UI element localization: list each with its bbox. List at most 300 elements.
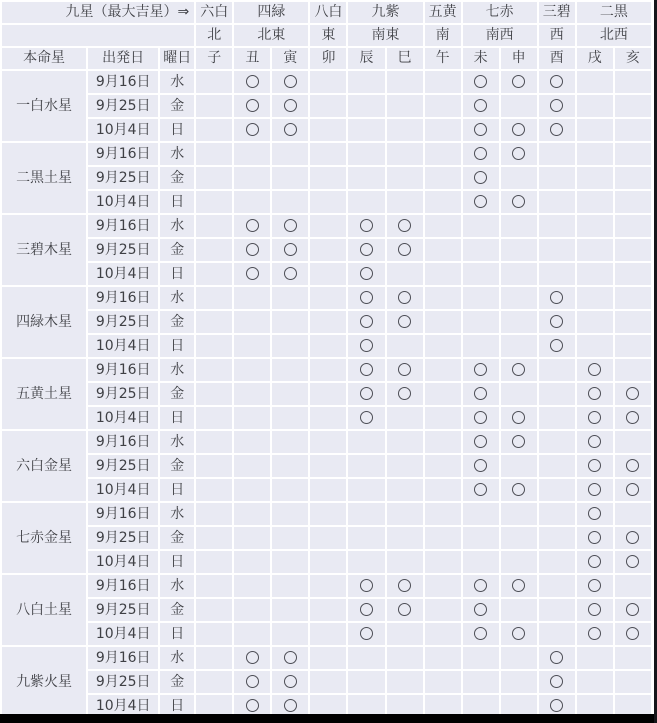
table-row	[2, 647, 651, 669]
zodiac-header: 卯	[310, 48, 346, 69]
mark-cell	[501, 503, 537, 525]
star-header: 五黄	[425, 2, 461, 23]
table-row	[2, 311, 651, 333]
mark-cell	[272, 143, 308, 165]
mark-cell	[310, 383, 346, 405]
table-row	[2, 359, 651, 381]
mark-cell	[234, 431, 270, 453]
zodiac-header: 未	[463, 48, 499, 69]
mark-cell	[615, 191, 651, 213]
mark-cell	[348, 167, 384, 189]
mark-cell	[615, 287, 651, 309]
mark-cell	[272, 287, 308, 309]
mark-cell	[196, 263, 232, 285]
mark-cell	[387, 119, 423, 141]
mark-cell	[310, 479, 346, 501]
mark-cell	[463, 95, 499, 117]
weekday-cell: 日	[160, 119, 194, 141]
mark-cell	[463, 239, 499, 261]
mark-cell	[310, 431, 346, 453]
circle-mark-icon	[626, 483, 639, 496]
mark-cell	[463, 527, 499, 549]
mark-cell	[615, 359, 651, 381]
mark-cell	[539, 575, 575, 597]
mark-cell	[615, 623, 651, 645]
circle-mark-icon	[284, 699, 297, 712]
date-cell: 9月25日	[88, 383, 158, 405]
zodiac-header: 辰	[348, 48, 384, 69]
mark-cell	[539, 455, 575, 477]
mark-cell	[272, 527, 308, 549]
weekday-cell: 水	[160, 287, 194, 309]
date-cell: 10月4日	[88, 263, 158, 285]
mark-cell	[539, 287, 575, 309]
circle-mark-icon	[588, 363, 601, 376]
circle-mark-icon	[284, 675, 297, 688]
mark-cell	[577, 671, 613, 693]
zodiac-header: 午	[425, 48, 461, 69]
mark-cell	[463, 599, 499, 621]
table-row	[2, 575, 651, 597]
mark-cell	[272, 71, 308, 93]
mark-cell	[577, 167, 613, 189]
mark-cell	[272, 431, 308, 453]
mark-cell	[425, 143, 461, 165]
table-row	[2, 383, 651, 405]
mark-cell	[577, 335, 613, 357]
circle-mark-icon	[512, 483, 525, 496]
mark-cell	[348, 407, 384, 429]
star-header: 二黒	[577, 2, 651, 23]
mark-cell	[425, 239, 461, 261]
mark-cell	[615, 335, 651, 357]
table-row	[2, 95, 651, 117]
mark-cell	[615, 455, 651, 477]
mark-cell	[577, 407, 613, 429]
mark-cell	[463, 215, 499, 237]
mark-cell	[234, 455, 270, 477]
mark-cell	[463, 551, 499, 573]
header-row-zodiac	[2, 48, 651, 69]
mark-cell	[234, 287, 270, 309]
mark-cell	[577, 287, 613, 309]
mark-cell	[425, 503, 461, 525]
star-cell: 一白水星	[2, 71, 86, 141]
mark-cell	[196, 551, 232, 573]
direction-header: 南東	[348, 25, 422, 46]
direction-header: 北	[196, 25, 232, 46]
mark-cell	[577, 215, 613, 237]
mark-cell	[196, 431, 232, 453]
mark-cell	[387, 575, 423, 597]
mark-cell	[425, 383, 461, 405]
mark-cell	[196, 143, 232, 165]
mark-cell	[196, 119, 232, 141]
date-cell: 10月4日	[88, 551, 158, 573]
weekday-cell: 水	[160, 503, 194, 525]
mark-cell	[272, 503, 308, 525]
circle-mark-icon	[474, 459, 487, 472]
mark-cell	[425, 287, 461, 309]
mark-cell	[272, 239, 308, 261]
mark-cell	[387, 455, 423, 477]
mark-cell	[272, 95, 308, 117]
mark-cell	[539, 647, 575, 669]
mark-cell	[577, 71, 613, 93]
mark-cell	[348, 431, 384, 453]
mark-cell	[539, 167, 575, 189]
circle-mark-icon	[284, 651, 297, 664]
mark-cell	[272, 575, 308, 597]
mark-cell	[234, 575, 270, 597]
circle-mark-icon	[588, 555, 601, 568]
circle-mark-icon	[360, 267, 373, 280]
mark-cell	[310, 215, 346, 237]
weekday-cell: 日	[160, 191, 194, 213]
circle-mark-icon	[588, 435, 601, 448]
mark-cell	[310, 407, 346, 429]
mark-cell	[387, 215, 423, 237]
mark-cell	[615, 407, 651, 429]
mark-cell	[615, 95, 651, 117]
mark-cell	[196, 71, 232, 93]
mark-cell	[539, 599, 575, 621]
circle-mark-icon	[360, 603, 373, 616]
circle-mark-icon	[626, 603, 639, 616]
mark-cell	[234, 143, 270, 165]
weekday-cell: 水	[160, 143, 194, 165]
mark-cell	[196, 95, 232, 117]
mark-cell	[196, 407, 232, 429]
circle-mark-icon	[246, 123, 259, 136]
date-cell: 9月16日	[88, 431, 158, 453]
mark-cell	[234, 215, 270, 237]
empty-header-cell	[2, 25, 194, 46]
mark-cell	[348, 359, 384, 381]
mark-cell	[577, 359, 613, 381]
table-body	[2, 71, 651, 717]
mark-cell	[272, 311, 308, 333]
circle-mark-icon	[246, 75, 259, 88]
circle-mark-icon	[474, 75, 487, 88]
mark-cell	[348, 383, 384, 405]
mark-cell	[539, 71, 575, 93]
mark-cell	[234, 191, 270, 213]
mark-cell	[310, 167, 346, 189]
mark-cell	[501, 455, 537, 477]
mark-cell	[425, 167, 461, 189]
date-cell: 9月16日	[88, 647, 158, 669]
date-cell: 9月25日	[88, 671, 158, 693]
circle-mark-icon	[360, 363, 373, 376]
mark-cell	[234, 647, 270, 669]
circle-mark-icon	[512, 435, 525, 448]
date-cell: 10月4日	[88, 407, 158, 429]
mark-cell	[348, 95, 384, 117]
circle-mark-icon	[246, 99, 259, 112]
column-header-day: 曜日	[160, 48, 194, 69]
mark-cell	[425, 527, 461, 549]
mark-cell	[501, 551, 537, 573]
mark-cell	[348, 575, 384, 597]
circle-mark-icon	[360, 219, 373, 232]
mark-cell	[463, 119, 499, 141]
mark-cell	[501, 119, 537, 141]
table-row	[2, 527, 651, 549]
mark-cell	[196, 239, 232, 261]
mark-cell	[196, 575, 232, 597]
weekday-cell: 水	[160, 575, 194, 597]
date-cell: 10月4日	[88, 695, 158, 717]
circle-mark-icon	[588, 483, 601, 496]
mark-cell	[310, 95, 346, 117]
mark-cell	[615, 599, 651, 621]
mark-cell	[463, 71, 499, 93]
mark-cell	[272, 455, 308, 477]
mark-cell	[234, 479, 270, 501]
circle-mark-icon	[360, 339, 373, 352]
circle-mark-icon	[512, 75, 525, 88]
direction-header: 西	[539, 25, 575, 46]
weekday-cell: 金	[160, 167, 194, 189]
circle-mark-icon	[398, 243, 411, 256]
mark-cell	[615, 431, 651, 453]
mark-cell	[272, 671, 308, 693]
zodiac-header: 申	[501, 48, 537, 69]
mark-cell	[615, 215, 651, 237]
mark-cell	[387, 599, 423, 621]
star-cell: 八白土星	[2, 575, 86, 645]
circle-mark-icon	[550, 699, 563, 712]
mark-cell	[539, 119, 575, 141]
mark-cell	[425, 119, 461, 141]
mark-cell	[348, 215, 384, 237]
mark-cell	[539, 551, 575, 573]
mark-cell	[310, 503, 346, 525]
mark-cell	[425, 647, 461, 669]
mark-cell	[539, 359, 575, 381]
circle-mark-icon	[474, 195, 487, 208]
table-row	[2, 407, 651, 429]
mark-cell	[196, 599, 232, 621]
mark-cell	[310, 287, 346, 309]
mark-cell	[234, 311, 270, 333]
mark-cell	[463, 263, 499, 285]
mark-cell	[387, 647, 423, 669]
star-header: 九紫	[348, 2, 422, 23]
mark-cell	[577, 239, 613, 261]
mark-cell	[577, 551, 613, 573]
table-row	[2, 239, 651, 261]
circle-mark-icon	[284, 99, 297, 112]
mark-cell	[539, 335, 575, 357]
direction-header: 北西	[577, 25, 651, 46]
direction-header: 北東	[234, 25, 308, 46]
mark-cell	[501, 167, 537, 189]
circle-mark-icon	[474, 171, 487, 184]
weekday-cell: 水	[160, 647, 194, 669]
mark-cell	[196, 215, 232, 237]
weekday-cell: 日	[160, 335, 194, 357]
circle-mark-icon	[398, 219, 411, 232]
circle-mark-icon	[360, 627, 373, 640]
weekday-cell: 金	[160, 95, 194, 117]
mark-cell	[577, 647, 613, 669]
mark-cell	[234, 263, 270, 285]
mark-cell	[387, 623, 423, 645]
mark-cell	[539, 215, 575, 237]
circle-mark-icon	[626, 627, 639, 640]
mark-cell	[234, 71, 270, 93]
mark-cell	[425, 359, 461, 381]
date-cell: 10月4日	[88, 119, 158, 141]
mark-cell	[234, 167, 270, 189]
mark-cell	[577, 143, 613, 165]
circle-mark-icon	[360, 411, 373, 424]
mark-cell	[387, 407, 423, 429]
circle-mark-icon	[398, 387, 411, 400]
circle-mark-icon	[398, 603, 411, 616]
table-row	[2, 551, 651, 573]
mark-cell	[310, 671, 346, 693]
circle-mark-icon	[474, 387, 487, 400]
mark-cell	[234, 119, 270, 141]
mark-cell	[463, 671, 499, 693]
mark-cell	[425, 575, 461, 597]
mark-cell	[272, 215, 308, 237]
mark-cell	[196, 647, 232, 669]
bottom-black-bar	[0, 714, 657, 723]
mark-cell	[501, 407, 537, 429]
circle-mark-icon	[588, 603, 601, 616]
mark-cell	[615, 311, 651, 333]
mark-cell	[501, 215, 537, 237]
table-row	[2, 143, 651, 165]
table-row	[2, 479, 651, 501]
mark-cell	[272, 407, 308, 429]
mark-cell	[234, 95, 270, 117]
mark-cell	[501, 671, 537, 693]
mark-cell	[234, 383, 270, 405]
mark-cell	[387, 527, 423, 549]
mark-cell	[539, 671, 575, 693]
mark-cell	[234, 239, 270, 261]
circle-mark-icon	[474, 483, 487, 496]
circle-mark-icon	[512, 627, 525, 640]
mark-cell	[196, 167, 232, 189]
mark-cell	[539, 383, 575, 405]
mark-cell	[425, 671, 461, 693]
header-row-directions	[2, 25, 651, 46]
mark-cell	[348, 263, 384, 285]
date-cell: 10月4日	[88, 479, 158, 501]
mark-cell	[387, 95, 423, 117]
mark-cell	[577, 119, 613, 141]
mark-cell	[463, 479, 499, 501]
mark-cell	[501, 239, 537, 261]
mark-cell	[196, 671, 232, 693]
header-row-stars	[2, 2, 651, 23]
circle-mark-icon	[588, 579, 601, 592]
circle-mark-icon	[550, 291, 563, 304]
circle-mark-icon	[474, 363, 487, 376]
mark-cell	[387, 191, 423, 213]
circle-mark-icon	[512, 123, 525, 136]
table-row	[2, 191, 651, 213]
mark-cell	[539, 239, 575, 261]
mark-cell	[539, 143, 575, 165]
circle-mark-icon	[512, 411, 525, 424]
mark-cell	[501, 287, 537, 309]
mark-cell	[539, 191, 575, 213]
mark-cell	[310, 455, 346, 477]
mark-cell	[615, 119, 651, 141]
circle-mark-icon	[626, 555, 639, 568]
date-cell: 10月4日	[88, 623, 158, 645]
mark-cell	[234, 623, 270, 645]
mark-cell	[501, 623, 537, 645]
mark-cell	[348, 287, 384, 309]
weekday-cell: 日	[160, 623, 194, 645]
mark-cell	[272, 599, 308, 621]
mark-cell	[463, 575, 499, 597]
mark-cell	[348, 647, 384, 669]
mark-cell	[577, 455, 613, 477]
mark-cell	[463, 191, 499, 213]
table-row	[2, 287, 651, 309]
mark-cell	[615, 503, 651, 525]
mark-cell	[387, 359, 423, 381]
date-cell: 9月25日	[88, 167, 158, 189]
mark-cell	[387, 239, 423, 261]
circle-mark-icon	[360, 243, 373, 256]
mark-cell	[425, 95, 461, 117]
mark-cell	[196, 191, 232, 213]
mark-cell	[615, 71, 651, 93]
mark-cell	[463, 335, 499, 357]
mark-cell	[501, 599, 537, 621]
mark-cell	[234, 599, 270, 621]
mark-cell	[272, 383, 308, 405]
mark-cell	[577, 527, 613, 549]
mark-cell	[577, 479, 613, 501]
circle-mark-icon	[512, 579, 525, 592]
mark-cell	[234, 503, 270, 525]
mark-cell	[425, 479, 461, 501]
direction-header: 南	[425, 25, 461, 46]
mark-cell	[310, 71, 346, 93]
mark-cell	[425, 407, 461, 429]
direction-header: 南西	[463, 25, 537, 46]
mark-cell	[577, 431, 613, 453]
circle-mark-icon	[474, 435, 487, 448]
circle-mark-icon	[512, 195, 525, 208]
date-cell: 9月25日	[88, 599, 158, 621]
mark-cell	[425, 431, 461, 453]
table-row	[2, 167, 651, 189]
date-cell: 9月16日	[88, 359, 158, 381]
mark-cell	[615, 167, 651, 189]
mark-cell	[615, 527, 651, 549]
circle-mark-icon	[550, 675, 563, 688]
date-cell: 9月16日	[88, 287, 158, 309]
mark-cell	[577, 95, 613, 117]
mark-cell	[463, 287, 499, 309]
circle-mark-icon	[398, 363, 411, 376]
circle-mark-icon	[550, 339, 563, 352]
mark-cell	[501, 479, 537, 501]
mark-cell	[348, 479, 384, 501]
